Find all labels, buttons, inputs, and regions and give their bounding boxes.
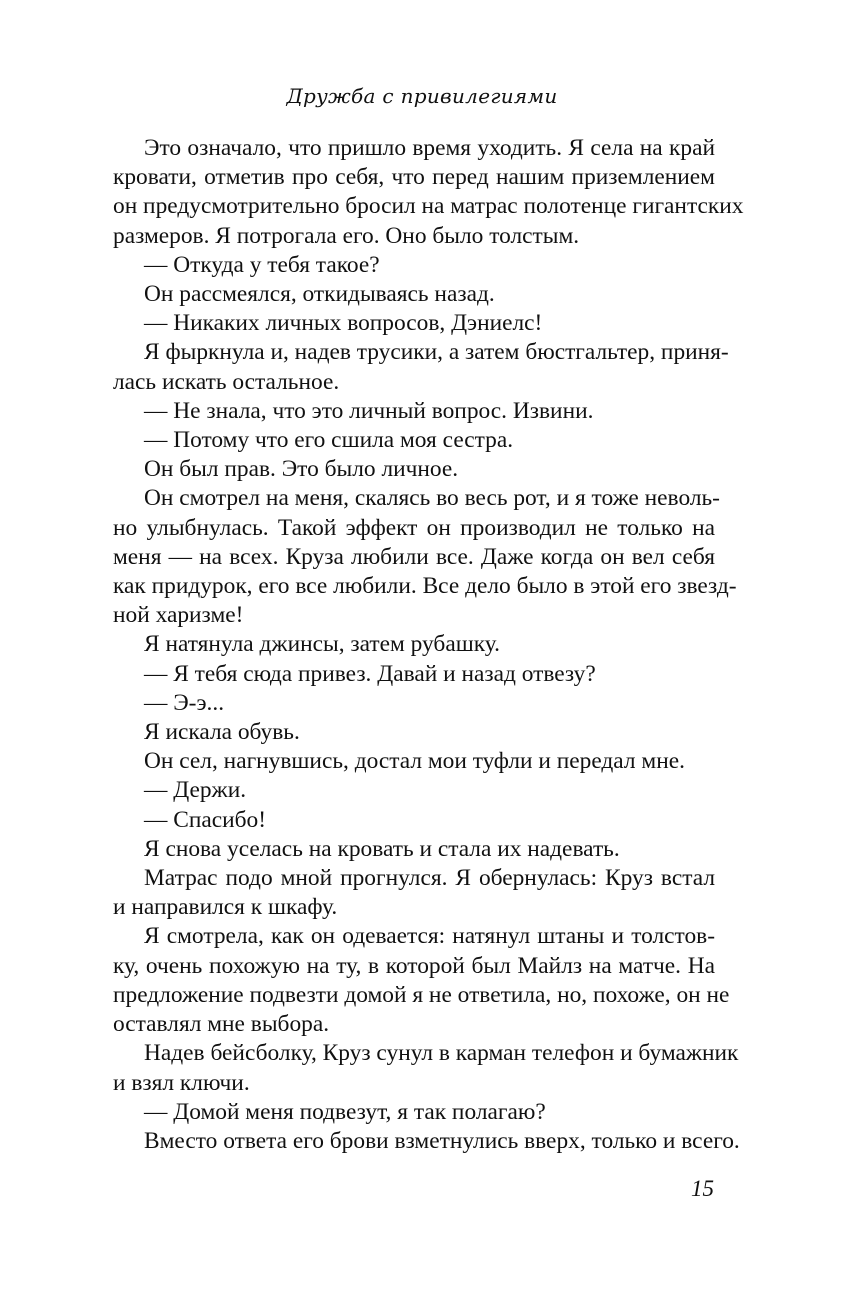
text-line: меня — на всех. Круза любили все. Даже когда он вел себя — [113, 543, 715, 570]
text-line: — Спасибо! — [144, 806, 267, 833]
text-line: Я снова уселась на кровать и стала их надевать. — [144, 835, 620, 862]
text-line: Я фыркнула и, надев трусики, а затем бюстгальтер, приня- — [144, 339, 729, 366]
text-line: кровати, отметив про себя, что перед нашим приземлением — [113, 164, 715, 191]
text-line: ку, очень похожую на ту, в которой был Майлз на матче. На — [113, 952, 715, 979]
text-line: Он смотрел на меня, скалясь во весь рот, и я тоже неволь- — [144, 485, 720, 512]
body-text — [113, 134, 744, 1156]
text-line: Я смотрела, как он одевается: натянул штаны и толстов- — [144, 923, 715, 950]
text-line: — Домой меня подвезут, я так полагаю? — [144, 1098, 546, 1125]
text-line: Надев бейсболку, Круз сунул в карман телефон и бумажник — [144, 1040, 739, 1067]
text-line: Он был прав. Это было личное. — [144, 456, 459, 483]
text-line: он предусмотрительно бросил на матрас полотенце гигантских — [113, 193, 744, 220]
text-line: Он рассмеялся, откидываясь назад. — [144, 281, 495, 308]
text-line: Это означало, что пришло время уходить. Я села на край — [144, 135, 715, 161]
text-line: и направился к шкафу. — [113, 894, 338, 921]
text-line: — Откуда у тебя такое? — [144, 251, 380, 278]
page-number: 15 — [691, 1176, 714, 1201]
text-line: — Я тебя сюда привез. Давай и назад отвезу? — [144, 660, 596, 687]
text-line: предложение подвезти домой я не ответила, но, похоже, он не — [113, 981, 730, 1008]
text-line: но улыбнулась. Такой эффект он производил не только на — [113, 514, 715, 541]
text-line: Я искала обувь. — [144, 719, 300, 746]
text-line: Матрас подо мной прогнулся. Я обернулась: Круз встал — [144, 865, 715, 892]
text-line: лась искать остальное. — [113, 368, 340, 395]
text-line: как придурок, его все любили. Все дело было в этой его звезд- — [113, 573, 737, 600]
text-line: Я натянула джинсы, затем рубашку. — [144, 631, 500, 658]
text-line: — Не знала, что это личный вопрос. Извини. — [144, 397, 594, 424]
text-line: Он сел, нагнувшись, достал мои туфли и передал мне. — [144, 748, 685, 775]
text-line: ной харизме! — [113, 602, 244, 629]
text-line: оставлял мне выбора. — [113, 1011, 330, 1038]
running-head: Дружба с привилегиями — [286, 84, 558, 108]
text-line: — Никаких личных вопросов, Дэниелс! — [144, 310, 543, 337]
text-line: и взял ключи. — [113, 1069, 250, 1096]
text-line: размеров. Я потрогала его. Оно было толстым. — [113, 222, 580, 249]
text-line: — Потому что его сшила моя сестра. — [144, 427, 514, 454]
text-line: — Держи. — [144, 777, 247, 804]
text-line: Вместо ответа его брови взметнулись вверх, только и всего. — [144, 1127, 740, 1154]
text-line: — Э-э... — [144, 689, 225, 716]
